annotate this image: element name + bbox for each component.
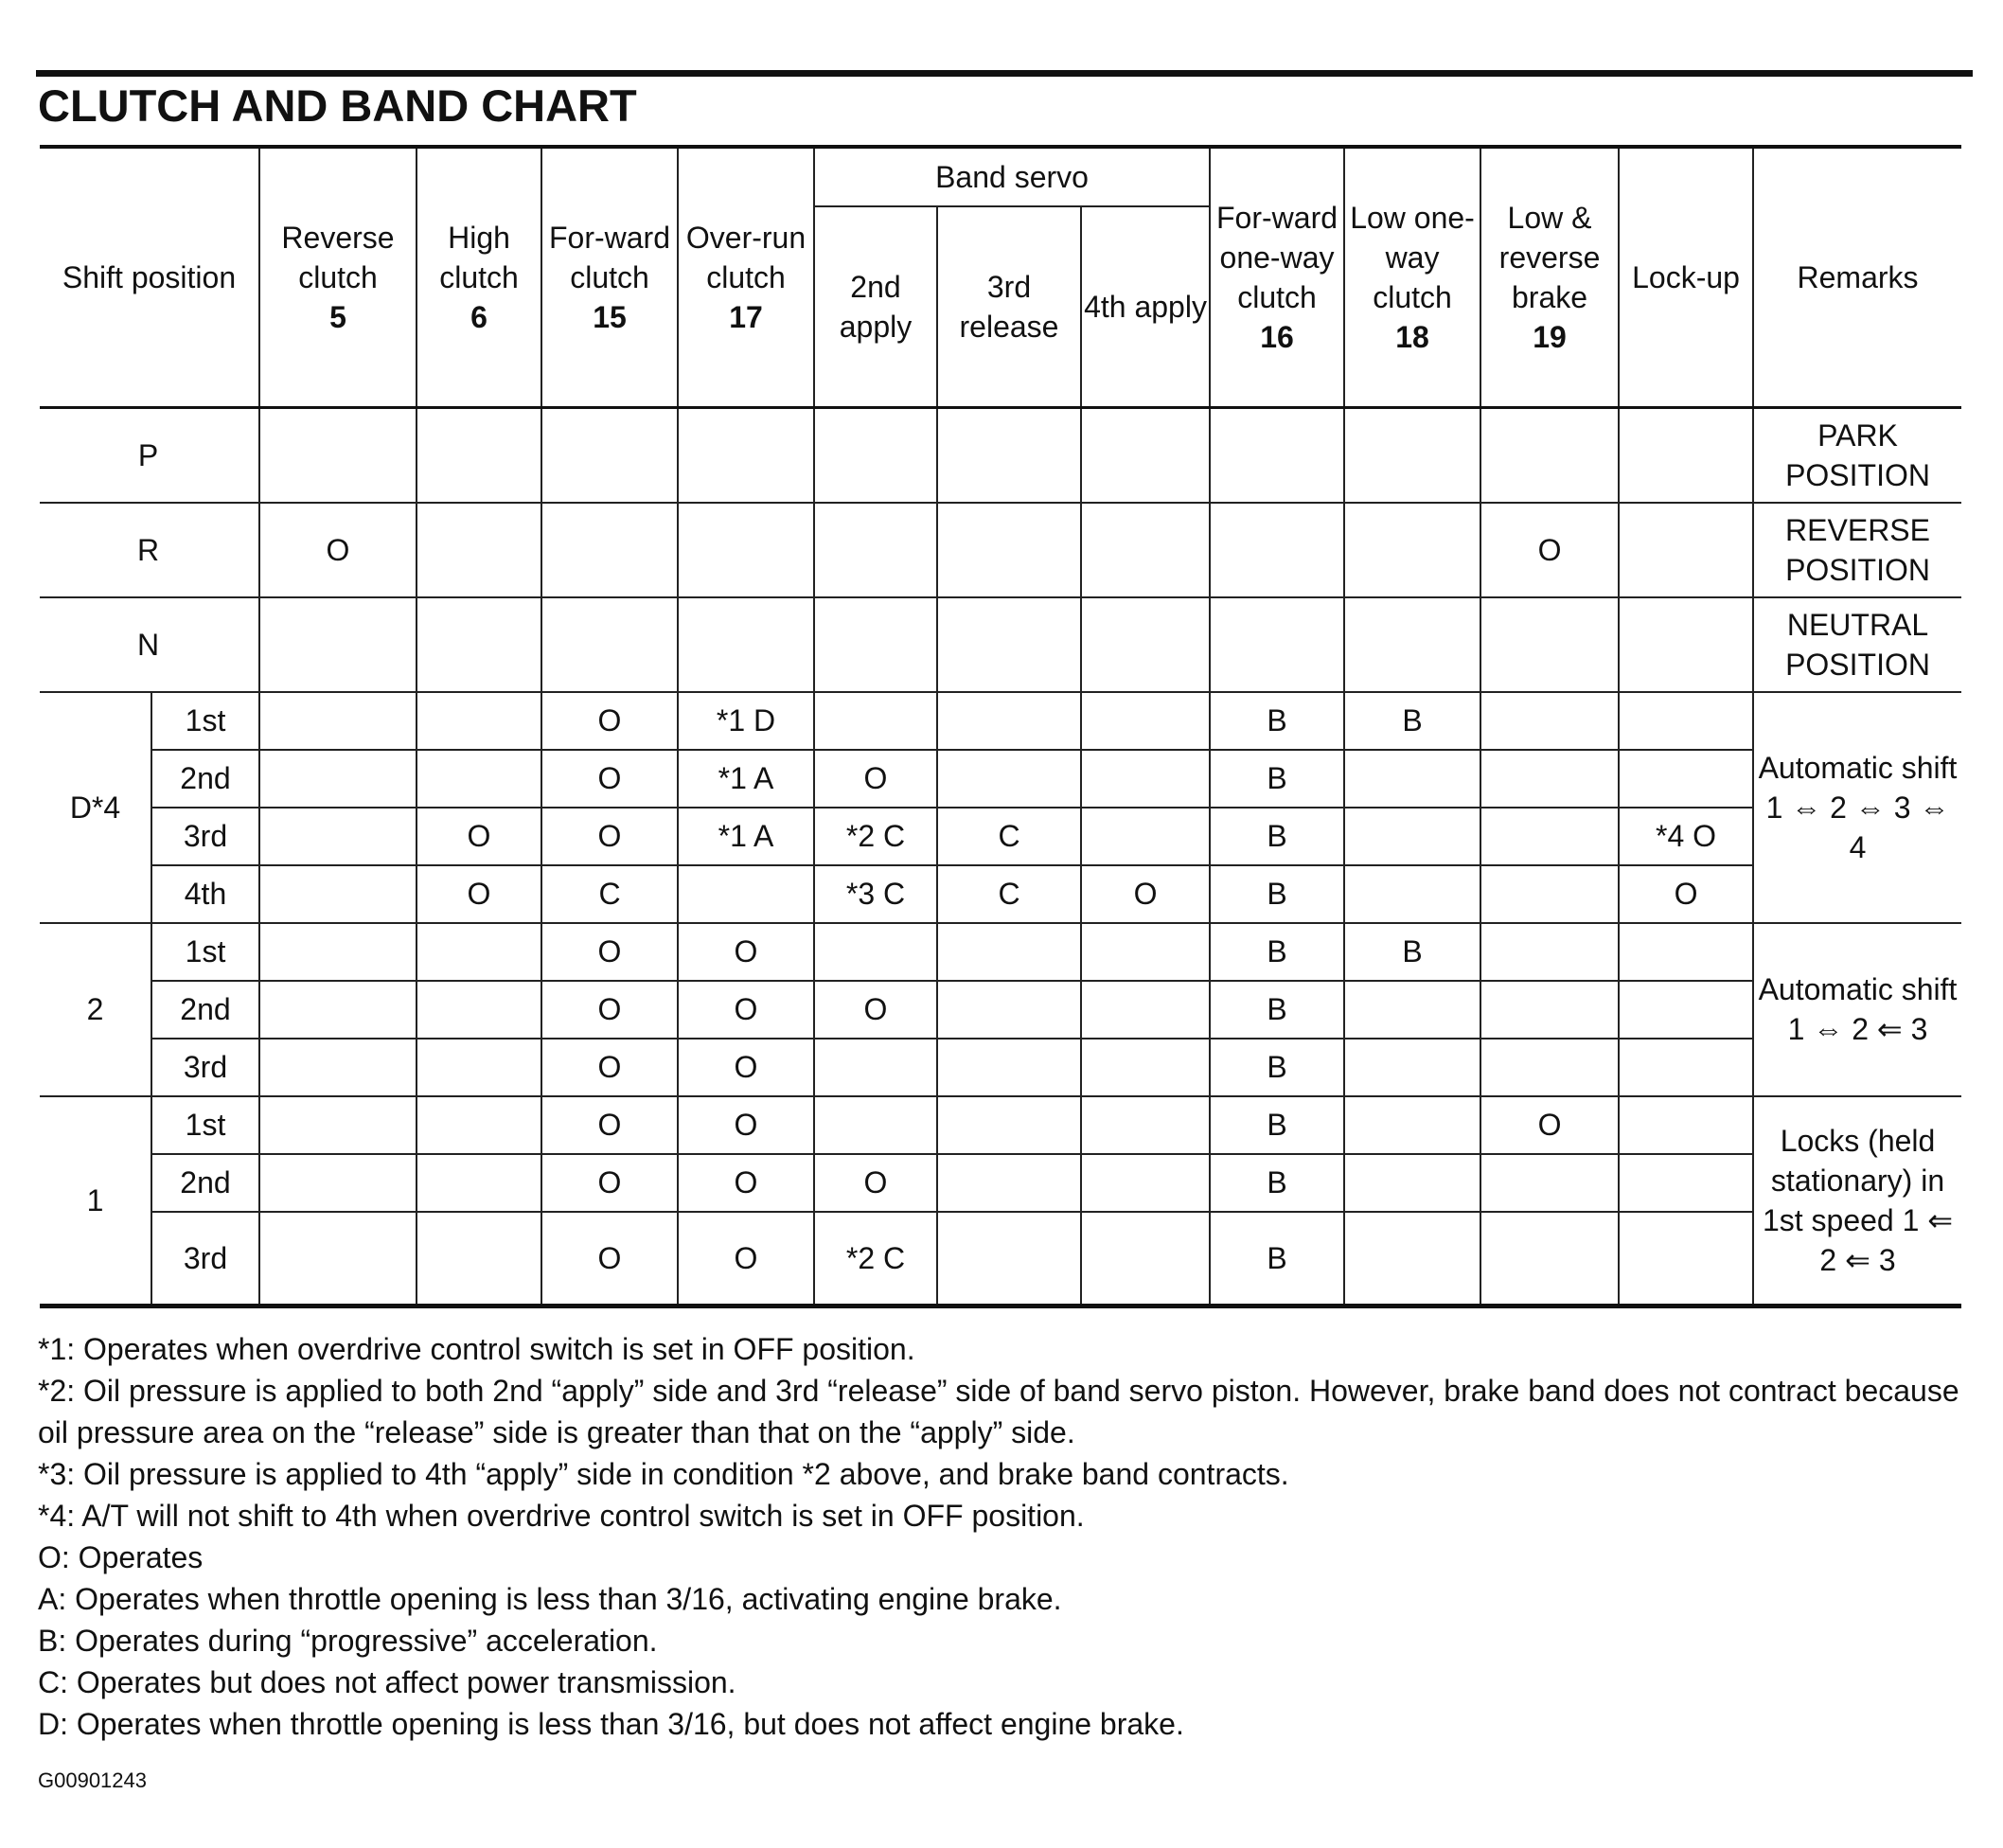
footnote: O: Operates — [38, 1540, 204, 1574]
cell — [1619, 692, 1753, 750]
cell — [1081, 808, 1210, 865]
figure-id: G00901243 — [38, 1768, 147, 1792]
remark-1: Locks (held stationary) in 1st speed 1 ⇐ 2 ⇐ 3 — [1753, 1096, 1961, 1306]
row-2-1st — [40, 923, 1961, 981]
cell — [259, 408, 417, 503]
cell — [1480, 597, 1619, 692]
cell — [1344, 503, 1480, 597]
cell — [937, 597, 1081, 692]
cell — [417, 1154, 541, 1212]
cell: O — [541, 981, 678, 1039]
cell — [259, 1212, 417, 1306]
cell — [1081, 692, 1210, 750]
cell — [1344, 1096, 1480, 1154]
header-number: 6 — [470, 300, 487, 334]
cell — [937, 1212, 1081, 1306]
header-high-clutch — [417, 147, 541, 408]
cell: C — [937, 808, 1081, 865]
row-1-2nd — [40, 1154, 1961, 1212]
header-number: 17 — [729, 300, 763, 334]
cell: O — [541, 692, 678, 750]
footnote: *1: Operates when overdrive control switch is set in OFF position. — [38, 1332, 915, 1366]
cell — [259, 865, 417, 923]
shift-position-n: N — [40, 597, 259, 692]
cell — [1480, 865, 1619, 923]
remark-r: REVERSE POSITION — [1753, 503, 1961, 597]
cell — [1619, 1212, 1753, 1306]
gear-label: 1st — [151, 692, 259, 750]
header-reverse-clutch — [259, 147, 417, 408]
cell — [259, 1096, 417, 1154]
cell — [259, 692, 417, 750]
cell: *1 A — [678, 808, 814, 865]
cell — [1480, 750, 1619, 808]
cell — [1619, 503, 1753, 597]
shift-group-2: 2 — [40, 923, 151, 1096]
cell — [1081, 408, 1210, 503]
cell — [1619, 408, 1753, 503]
cell: O — [1619, 865, 1753, 923]
cell — [678, 503, 814, 597]
clutch-band-table — [40, 145, 1961, 1308]
row-d4-1st — [40, 692, 1961, 750]
cell — [1480, 808, 1619, 865]
footnote: B: Operates during “progressive” acceleration. — [38, 1624, 658, 1658]
cell: B — [1210, 1212, 1344, 1306]
cell — [259, 1039, 417, 1096]
header-label: Reverse clutch — [281, 221, 395, 294]
cell — [1344, 408, 1480, 503]
cell — [417, 923, 541, 981]
row-d4-2nd — [40, 750, 1961, 808]
row-d4-4th — [40, 865, 1961, 923]
header-band-servo: Band servo — [814, 147, 1210, 206]
cell — [937, 1096, 1081, 1154]
row-1-1st — [40, 1096, 1961, 1154]
header-low-reverse-brake — [1480, 147, 1619, 408]
cell: O — [678, 981, 814, 1039]
footnote: *2: Oil pressure is applied to both 2nd “apply” side and 3rd “release” side of band servo piston. However, brake band does not contract because oil pressure area on the “release” side is greater than that on the “apply” side. — [38, 1374, 1959, 1449]
cell — [417, 1039, 541, 1096]
cell — [937, 1039, 1081, 1096]
cell: O — [541, 1212, 678, 1306]
header-servo-3rd-release: 3rd release — [937, 206, 1081, 408]
cell: B — [1210, 692, 1344, 750]
cell — [814, 692, 937, 750]
header-number: 16 — [1260, 320, 1294, 354]
cell — [1081, 923, 1210, 981]
cell: O — [1081, 865, 1210, 923]
cell: B — [1210, 1154, 1344, 1212]
cell: B — [1210, 923, 1344, 981]
cell — [1210, 503, 1344, 597]
shift-position-p: P — [40, 408, 259, 503]
header-lockup: Lock-up — [1619, 147, 1753, 408]
cell — [1619, 1039, 1753, 1096]
cell — [1081, 1154, 1210, 1212]
cell — [259, 981, 417, 1039]
header-label: Over-run clutch — [685, 221, 807, 294]
cell — [1619, 981, 1753, 1039]
cell — [259, 750, 417, 808]
cell: *4 O — [1619, 808, 1753, 865]
cell — [937, 692, 1081, 750]
gear-label: 4th — [151, 865, 259, 923]
cell — [1081, 1039, 1210, 1096]
cell: *1 D — [678, 692, 814, 750]
cell: B — [1210, 750, 1344, 808]
cell — [417, 597, 541, 692]
cell — [1619, 597, 1753, 692]
remark-p: PARK POSITION — [1753, 408, 1961, 503]
gear-label: 1st — [151, 923, 259, 981]
top-rule — [36, 70, 1973, 77]
cell — [1480, 1212, 1619, 1306]
cell — [1344, 865, 1480, 923]
remark-d4: Automatic shift 1 ⇔ 2 ⇔ 3 ⇔ 4 — [1753, 692, 1961, 923]
cell — [417, 408, 541, 503]
cell — [259, 1154, 417, 1212]
cell: O — [814, 1154, 937, 1212]
header-number: 18 — [1395, 320, 1429, 354]
row-r — [40, 503, 1961, 597]
header-number: 15 — [593, 300, 627, 334]
cell — [1344, 1039, 1480, 1096]
cell: O — [678, 1096, 814, 1154]
cell — [1344, 597, 1480, 692]
cell — [937, 981, 1081, 1039]
cell: B — [1210, 1039, 1344, 1096]
cell — [1344, 981, 1480, 1039]
cell — [541, 503, 678, 597]
cell — [417, 981, 541, 1039]
cell — [1344, 1154, 1480, 1212]
cell: O — [541, 1096, 678, 1154]
cell — [1619, 1096, 1753, 1154]
cell: O — [541, 808, 678, 865]
footnote: D: Operates when throttle opening is less than 3/16, but does not affect engine brake. — [38, 1707, 1184, 1741]
cell — [417, 692, 541, 750]
cell — [1081, 503, 1210, 597]
cell — [814, 923, 937, 981]
gear-label: 3rd — [151, 1212, 259, 1306]
row-d4-3rd — [40, 808, 1961, 865]
cell — [678, 597, 814, 692]
cell — [1344, 1212, 1480, 1306]
cell — [1480, 923, 1619, 981]
header-forward-clutch — [541, 147, 678, 408]
cell — [1210, 408, 1344, 503]
cell — [1081, 750, 1210, 808]
gear-label: 2nd — [151, 981, 259, 1039]
cell — [1344, 750, 1480, 808]
cell — [259, 923, 417, 981]
cell: O — [814, 750, 937, 808]
cell: O — [541, 923, 678, 981]
footnote: A: Operates when throttle opening is less than 3/16, activating engine brake. — [38, 1582, 1062, 1616]
remark-n: NEUTRAL POSITION — [1753, 597, 1961, 692]
cell: O — [417, 865, 541, 923]
cell — [541, 597, 678, 692]
cell — [259, 808, 417, 865]
cell — [814, 597, 937, 692]
cell — [937, 1154, 1081, 1212]
gear-label: 2nd — [151, 1154, 259, 1212]
cell — [678, 865, 814, 923]
cell: O — [814, 981, 937, 1039]
header-row — [40, 147, 1961, 206]
cell: O — [1480, 1096, 1619, 1154]
header-label: Low one-way clutch — [1350, 201, 1475, 314]
header-overrun-clutch — [678, 147, 814, 408]
cell: B — [1210, 1096, 1344, 1154]
cell: B — [1210, 808, 1344, 865]
cell: O — [678, 1212, 814, 1306]
shift-group-1: 1 — [40, 1096, 151, 1306]
gear-label: 2nd — [151, 750, 259, 808]
header-low-oneway-clutch — [1344, 147, 1480, 408]
row-2-2nd — [40, 981, 1961, 1039]
header-forward-oneway-clutch — [1210, 147, 1344, 408]
cell — [1210, 597, 1344, 692]
row-1-3rd — [40, 1212, 1961, 1306]
cell — [1480, 1154, 1619, 1212]
header-servo-2nd-apply: 2nd apply — [814, 206, 937, 408]
header-label: High clutch — [439, 221, 519, 294]
cell — [937, 750, 1081, 808]
cell: O — [259, 503, 417, 597]
header-number: 5 — [329, 300, 346, 334]
cell: O — [678, 923, 814, 981]
cell: *1 A — [678, 750, 814, 808]
footnote: C: Operates but does not affect power transmission. — [38, 1665, 736, 1699]
cell — [1081, 597, 1210, 692]
header-label: For-ward clutch — [548, 221, 670, 294]
shift-group-d4: D*4 — [40, 692, 151, 923]
cell: *2 C — [814, 808, 937, 865]
row-2-3rd — [40, 1039, 1961, 1096]
cell: *3 C — [814, 865, 937, 923]
cell — [1480, 981, 1619, 1039]
cell — [814, 1039, 937, 1096]
header-shift-position: Shift position — [40, 147, 259, 408]
cell — [937, 503, 1081, 597]
cell — [1081, 981, 1210, 1039]
cell — [1344, 808, 1480, 865]
cell: B — [1344, 923, 1480, 981]
cell — [1480, 408, 1619, 503]
cell: O — [541, 1154, 678, 1212]
gear-label: 1st — [151, 1096, 259, 1154]
cell: B — [1344, 692, 1480, 750]
cell — [417, 750, 541, 808]
cell: O — [541, 1039, 678, 1096]
cell: *2 C — [814, 1212, 937, 1306]
cell — [937, 923, 1081, 981]
cell — [814, 503, 937, 597]
row-n — [40, 597, 1961, 692]
gear-label: 3rd — [151, 808, 259, 865]
cell: B — [1210, 865, 1344, 923]
cell — [259, 597, 417, 692]
header-number: 19 — [1533, 320, 1567, 354]
cell: C — [541, 865, 678, 923]
cell — [541, 408, 678, 503]
cell — [814, 408, 937, 503]
cell: O — [417, 808, 541, 865]
cell — [417, 1212, 541, 1306]
row-p — [40, 408, 1961, 503]
cell: O — [678, 1039, 814, 1096]
cell — [417, 503, 541, 597]
cell — [1081, 1096, 1210, 1154]
cell: O — [678, 1154, 814, 1212]
cell — [814, 1096, 937, 1154]
cell: O — [541, 750, 678, 808]
cell — [937, 408, 1081, 503]
chart-title: CLUTCH AND BAND CHART — [38, 80, 637, 131]
shift-position-r: R — [40, 503, 259, 597]
header-label: For-ward one-way clutch — [1216, 201, 1338, 314]
header-label: Low & reverse brake — [1498, 201, 1601, 314]
cell — [1480, 1039, 1619, 1096]
cell: C — [937, 865, 1081, 923]
cell: O — [1480, 503, 1619, 597]
cell — [1619, 923, 1753, 981]
cell — [678, 408, 814, 503]
cell — [1619, 750, 1753, 808]
cell — [1480, 692, 1619, 750]
header-remarks: Remarks — [1753, 147, 1961, 408]
footnote: *3: Oil pressure is applied to 4th “apply” side in condition *2 above, and brake band contracts. — [38, 1457, 1289, 1491]
cell: B — [1210, 981, 1344, 1039]
remark-2: Automatic shift 1 ⇔ 2 ⇐ 3 — [1753, 923, 1961, 1096]
header-servo-4th-apply: 4th apply — [1081, 206, 1210, 408]
cell — [417, 1096, 541, 1154]
gear-label: 3rd — [151, 1039, 259, 1096]
footnotes — [38, 1328, 1988, 1745]
cell — [1081, 1212, 1210, 1306]
footnote: *4: A/T will not shift to 4th when overdrive control switch is set in OFF position. — [38, 1499, 1085, 1533]
cell — [1619, 1154, 1753, 1212]
